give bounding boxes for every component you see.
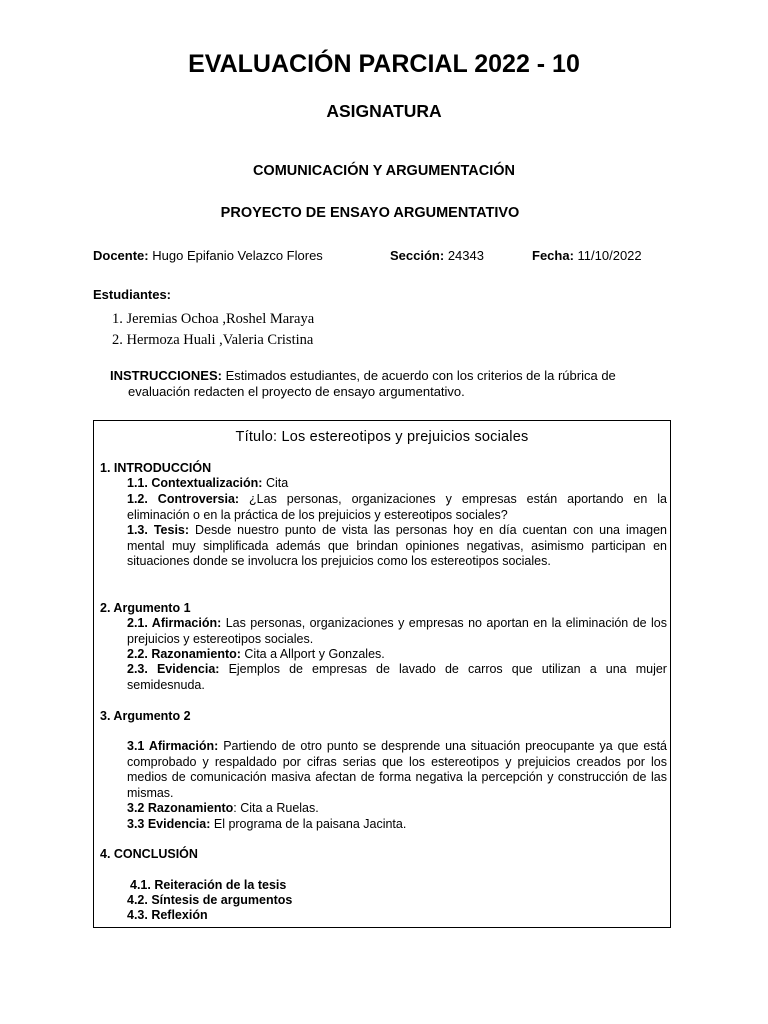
item-text: Cita a Allport y Gonzales. <box>244 647 385 661</box>
seccion-value: 24343 <box>447 248 484 263</box>
docente-value: Hugo Epifanio Velazco Flores <box>152 248 323 263</box>
item-label: 2.2. Razonamiento: <box>127 647 241 661</box>
student-item: 1. Jeremias Ochoa ,Roshel Maraya <box>112 311 315 327</box>
section-argument-2: 3. Argumento 2 <box>100 709 191 723</box>
conclusion-item-1: 4.1. Reiteración de la tesis <box>130 878 287 892</box>
fecha-field <box>532 248 642 263</box>
seccion-label: Sección: <box>390 248 445 263</box>
item-text: Partiendo de otro punto se desprende una situación preocupante ya que está comprobado y respaldado por cifras serias que los estereotipos y prejuicios creados por los medios de comunicación masiva afectan de forma negativa la percepción y construcción de las mismas. <box>127 739 667 800</box>
item-text: Cita <box>265 476 289 490</box>
item-text: Ejemplos de empresas de lavado de carros que utilizan a una mujer semidesnuda. <box>127 662 667 692</box>
item-label: 1.1. Contextualización: <box>127 476 263 490</box>
seccion-field <box>390 248 484 263</box>
item-label: 1.3. Tesis: <box>127 523 190 537</box>
intro-item-2 <box>127 492 667 523</box>
intro-item-1 <box>127 476 667 492</box>
item-text: El programa de la paisana Jacinta. <box>213 817 407 831</box>
document-title: EVALUACIÓN PARCIAL 2022 - 10 <box>188 50 580 78</box>
project-title: PROYECTO DE ENSAYO ARGUMENTATIVO <box>220 205 520 221</box>
item-label: 3.2 Razonamiento <box>127 801 234 815</box>
docente-field <box>93 248 323 263</box>
fecha-value: 11/10/2022 <box>577 248 642 263</box>
item-text: ¿Las personas, organizaciones y empresas están aportando en la eliminación o en la práctica de los prejuicios y estereotipos sociales? <box>127 492 667 522</box>
intro-item-3 <box>127 523 667 570</box>
item-label: 1.2. Controversia: <box>127 492 240 506</box>
fecha-label: Fecha: <box>532 248 574 263</box>
subject-label: ASIGNATURA <box>326 101 442 121</box>
item-label: 3.1 Afirmación: <box>127 739 219 753</box>
students-label: Estudiantes: <box>93 287 172 302</box>
instructions-text-line2: evaluación redacten el proyecto de ensayo argumentativo. <box>128 384 465 399</box>
course-name: COMUNICACIÓN Y ARGUMENTACIÓN <box>252 163 516 179</box>
arg2-item-1 <box>127 739 667 801</box>
instructions-text: Estimados estudiantes, de acuerdo con los criterios de la rúbrica de <box>225 368 616 383</box>
arg1-item-2 <box>127 647 667 663</box>
essay-box <box>93 420 671 928</box>
item-label: 2.3. Evidencia: <box>127 662 220 676</box>
essay-title: Título: Los estereotipos y prejuicios sociales <box>235 429 529 445</box>
students-list <box>112 309 314 351</box>
item-text: : Cita a Ruelas. <box>233 801 319 815</box>
item-text: Desde nuestro punto de vista las personas hoy en día cuentan con una imagen mental muy simplificada además que brindan opiniones negativas, asimismo participan en situaciones donde se involucra los prejuicios como los estereotipos sociales. <box>127 523 667 568</box>
conclusion-item-2: 4.2. Síntesis de argumentos <box>127 893 293 907</box>
arg1-item-3 <box>127 662 667 693</box>
instructions-label: INSTRUCCIONES: <box>110 368 222 383</box>
arg2-item-2 <box>127 801 667 817</box>
arg2-item-3 <box>127 817 667 833</box>
item-text: Las personas, organizaciones y empresas no aportan en la eliminación de los prejuicios y estereotipos sociales. <box>127 616 667 646</box>
section-conclusion: 4. CONCLUSIÓN <box>100 847 198 861</box>
item-label: 3.3 Evidencia: <box>127 817 211 831</box>
conclusion-item-3: 4.3. Reflexión <box>127 908 208 922</box>
student-item: 2. Hermoza Huali ,Valeria Cristina <box>112 332 314 348</box>
section-argument-1: 2. Argumento 1 <box>100 601 191 615</box>
docente-label: Docente: <box>93 248 149 263</box>
arg1-item-1 <box>127 616 667 647</box>
item-label: 2.1. Afirmación: <box>127 616 222 630</box>
instructions <box>110 368 673 400</box>
section-introduction: 1. INTRODUCCIÓN <box>100 461 212 475</box>
